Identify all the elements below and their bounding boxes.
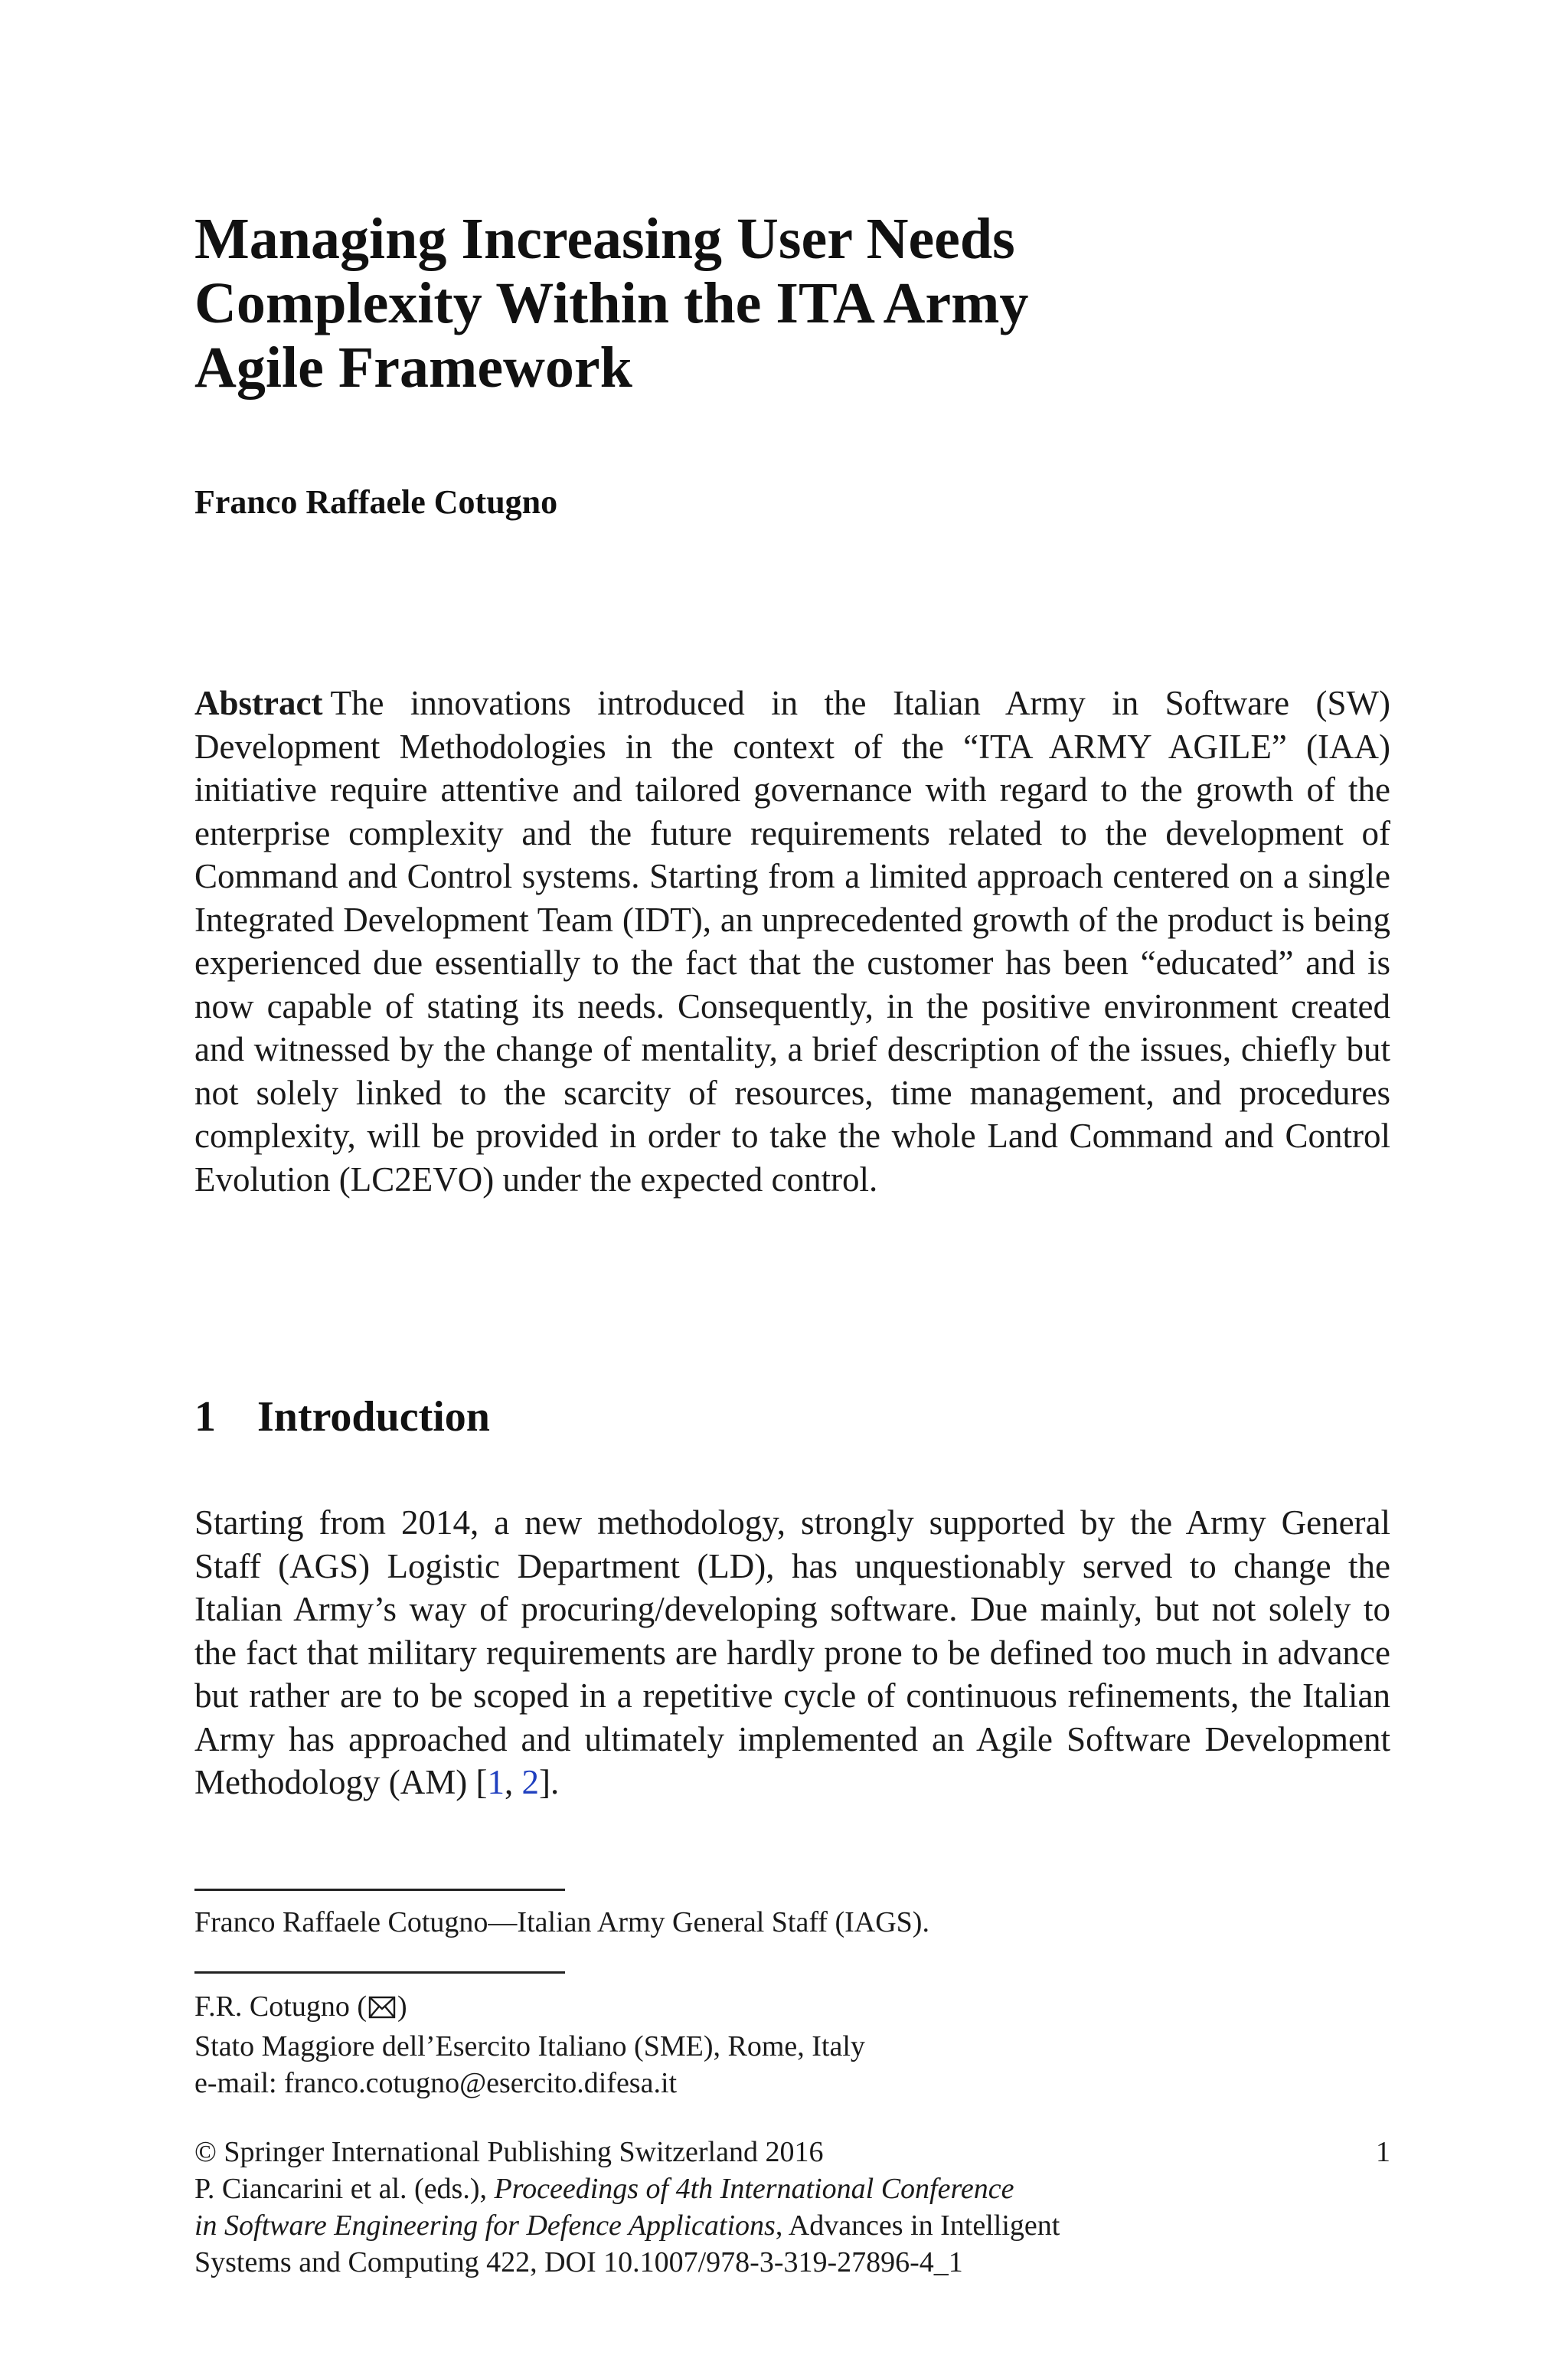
title-line-1: Managing Increasing User Needs bbox=[194, 207, 1015, 271]
affiliation-name: F.R. Cotugno ( bbox=[194, 1990, 367, 2023]
copyright-row bbox=[194, 2134, 1390, 2170]
abstract bbox=[194, 682, 1390, 1201]
section-number: 1 bbox=[194, 1393, 216, 1441]
abstract-label: Abstract bbox=[194, 684, 323, 722]
citation-separator: , bbox=[504, 1763, 522, 1801]
citation-editors: P. Ciancarini et al. (eds.), bbox=[194, 2173, 495, 2205]
proceedings-title-part-1: Proceedings of 4th International Conference bbox=[494, 2173, 1014, 2205]
page-number: 1 bbox=[1376, 2136, 1390, 2168]
series-name-part-1: , Advances in Intelligent bbox=[775, 2210, 1060, 2242]
author-affiliation bbox=[194, 1988, 865, 2102]
envelope-icon bbox=[368, 1991, 396, 2028]
section-heading bbox=[194, 1392, 490, 1441]
affiliation-name-close: ) bbox=[397, 1990, 407, 2023]
intro-text: Starting from 2014, a new methodology, strongly supported by the Army General Staff (AGS) Logistic Department (LD), has unquestionably served to change the Italian Army’s way of procuring/developing software. Due mainly, but not solely to the fact that military requirements are hardly prone to be defined too much in advance but rather are to be scoped in a repetitive cycle of continuous refinements, the Italian Army has approached and ultimately implemented an Agile Software Development Methodology (AM) [ bbox=[194, 1503, 1390, 1801]
citation-line-4: Systems and Computing 422, DOI 10.1007/978-3-319-27896-4_1 bbox=[194, 2246, 963, 2278]
citation-link-1[interactable]: 1 bbox=[487, 1763, 505, 1801]
footnote-divider bbox=[194, 1889, 565, 1891]
proceedings-title-part-2: in Software Engineering for Defence Applications bbox=[194, 2210, 776, 2242]
citation-line-2 bbox=[194, 2170, 1390, 2207]
author-name: Franco Raffaele Cotugno bbox=[194, 483, 558, 521]
abstract-text: The innovations introduced in the Italian Army in Software (SW) Development Methodologies in the context of the “ITA ARMY AGILE” (IAA) initiative require attentive and tailored governance with regard to the growth of the enterprise complexity and the future requirements related to the development of Command and Control systems. Starting from a limited approach centered on a single Integrated Development Team (IDT), an unprecedented growth of the product is being experienced due essentially to the fact that the customer has been “educated” and is now capable of stating its needs. Consequently, in the positive environment created and witnessed by the change of mentality, a brief description of the issues, chiefly but not solely linked to the scarcity of resources, time management, and procedures complexity, will be provided in order to take the whole Land Command and Control Evolution (LC2EVO) under the expected control. bbox=[194, 684, 1390, 1199]
section-title: Introduction bbox=[257, 1393, 490, 1441]
copyright-block bbox=[194, 2134, 1390, 2281]
affiliation-divider bbox=[194, 1971, 565, 1974]
affiliation-name-line bbox=[194, 1988, 865, 2028]
paper-title bbox=[194, 207, 1389, 400]
title-line-3: Agile Framework bbox=[194, 335, 632, 400]
title-line-2: Complexity Within the ITA Army bbox=[194, 271, 1029, 335]
affiliation-institution: Stato Maggiore dell’Esercito Italiano (SME), Rome, Italy bbox=[194, 2030, 865, 2062]
intro-text-end: ]. bbox=[538, 1763, 560, 1801]
footnote: Franco Raffaele Cotugno—Italian Army General Staff (IAGS). bbox=[194, 1906, 929, 1938]
citation-line-3 bbox=[194, 2207, 1390, 2244]
introduction-paragraph bbox=[194, 1501, 1390, 1804]
citation-link-2[interactable]: 2 bbox=[521, 1763, 539, 1801]
affiliation-email: e-mail: franco.cotugno@esercito.difesa.it bbox=[194, 2067, 678, 2099]
copyright-notice: © Springer International Publishing Switzerland 2016 bbox=[194, 2136, 824, 2168]
